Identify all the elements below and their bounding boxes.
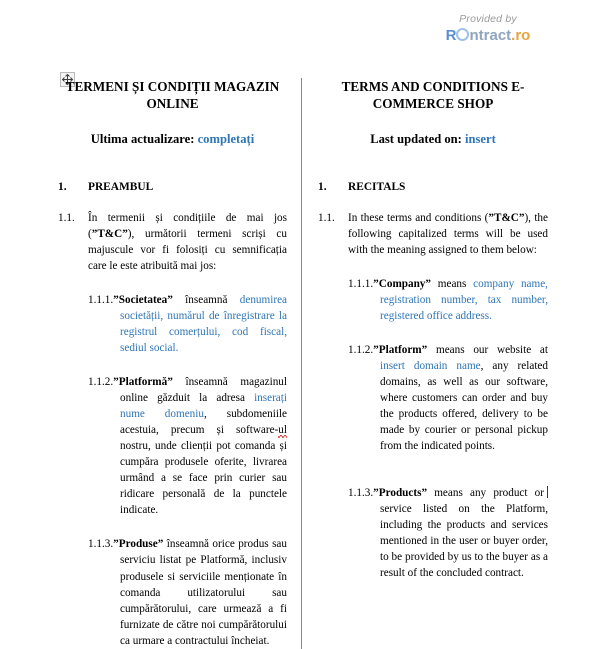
romanian-clause-1-1-1-verb: înseamnă xyxy=(172,294,240,307)
romanian-clause-1-1-1-body xyxy=(88,292,287,356)
english-clause-1-1-1-verb: means xyxy=(430,278,474,291)
rontract-logo[interactable] xyxy=(418,28,558,45)
romanian-clause-1-1-2 xyxy=(58,374,287,518)
romanian-clause-1-1-1-number: 1.1.1. xyxy=(88,294,114,307)
english-clause-1-1-1 xyxy=(318,276,548,324)
romanian-clause-1-1-2-text-b: , subdomeniile acestuia, precum și software- xyxy=(120,408,287,437)
english-clause-1-1-body xyxy=(348,210,548,258)
english-clause-1-1-1-placeholder[interactable]: company name, registration number, tax number, registered office address. xyxy=(380,278,548,323)
bilingual-document-table xyxy=(58,78,548,649)
romanian-clause-1-1-2-misspelled-word[interactable]: ul xyxy=(278,424,287,437)
english-clause-1-1-2-text-b: , any related domains, as well as our software, where customers can order and buy the products offered, delivery to be made by courier or personal pickup from the indicated points. xyxy=(380,360,548,453)
logo-text-part-1: R xyxy=(445,26,457,44)
romanian-clause-1-1-3-term: ”Produse” xyxy=(113,538,164,551)
romanian-clause-1-1-3-number: 1.1.3. xyxy=(88,538,114,551)
english-clause-1-1-3-body xyxy=(348,485,548,581)
english-clause-1-1-2-body xyxy=(348,342,548,454)
romanian-document-title: TERMENI ȘI CONDIȚII MAGAZIN ONLINE xyxy=(65,79,280,112)
english-section-number: 1. xyxy=(318,181,327,194)
english-clause-1-1-3 xyxy=(318,485,548,581)
romanian-clause-1-1-2-placeholder[interactable]: inserați nume domeniu xyxy=(120,392,287,421)
english-clause-1-1-1-body xyxy=(348,276,548,324)
english-clause-1-1-text-b: ), the following capitalized terms will be used with the meaning assigned to them below: xyxy=(348,212,548,257)
romanian-clause-1-1-2-text-a: înseamnă magazinul online găzduit la adresa xyxy=(120,376,287,405)
english-section-heading xyxy=(318,181,548,193)
english-clause-1-1-text-a: In these terms and conditions ( xyxy=(348,212,489,225)
english-clause-1-1-number: 1.1. xyxy=(318,212,335,225)
romanian-clause-1-1-3 xyxy=(58,536,287,648)
text-cursor-caret xyxy=(547,486,548,498)
english-clause-1-1-3-text: means any product or xyxy=(427,487,544,500)
romanian-clause-1-1-1 xyxy=(58,292,287,356)
english-last-updated xyxy=(318,131,548,147)
logo-tld: .ro xyxy=(511,26,531,44)
english-clause-1-1-3-term: ”Products” xyxy=(373,487,428,500)
english-clause-1-1-2-text-a: means our website at xyxy=(427,344,548,357)
romanian-section-title: PREAMBUL xyxy=(88,181,154,194)
romanian-clause-1-1-3-text: înseamnă orice produs sau serviciu listat pe Platformă, inclusiv produsele si serviciile menționate în comanda utilizatorului sau cumpărătorului, care urmează a fi furnizate de către noi cumpărătorului ca urmare a contractului încheiat. xyxy=(120,538,287,647)
romanian-last-updated-value[interactable]: completați xyxy=(197,131,255,146)
english-paragraph-spacer xyxy=(318,454,548,467)
english-clause-1-1-2-placeholder[interactable]: insert domain name xyxy=(380,360,481,373)
romanian-clause-1-1-text-a: În termenii și condițiile de mai jos ( xyxy=(88,212,287,241)
romanian-last-updated-label: Ultima actualizare: xyxy=(90,131,195,146)
romanian-clause-1-1-3-body xyxy=(88,536,287,648)
romanian-clause-1-1-number: 1.1. xyxy=(58,212,75,225)
english-clause-1-1-term: ”T&C” xyxy=(488,212,525,225)
english-clause-1-1-2-number: 1.1.2. xyxy=(348,344,374,357)
english-column xyxy=(302,78,548,649)
english-clause-1-1 xyxy=(318,210,548,258)
romanian-clause-1-1-2-term: ”Platformă” xyxy=(113,376,173,389)
romanian-last-updated xyxy=(58,131,287,147)
romanian-column xyxy=(58,78,302,649)
romanian-section-number: 1. xyxy=(58,181,67,194)
circle-o-icon xyxy=(456,28,469,41)
romanian-clause-1-1-body xyxy=(88,210,287,274)
english-clause-1-1-2-term: ”Platform” xyxy=(373,344,428,357)
english-clause-1-1-2 xyxy=(318,342,548,454)
english-section-title: RECITALS xyxy=(348,181,406,194)
english-last-updated-label: Last updated on: xyxy=(370,131,462,146)
branding-block xyxy=(418,14,558,44)
provided-by-label: Provided by xyxy=(459,13,517,25)
english-clause-1-1-1-term: ”Company” xyxy=(373,278,431,291)
english-last-updated-value[interactable]: insert xyxy=(465,131,496,146)
romanian-clause-1-1-text-b: ), următorii termeni scriși cu majuscule vor fi folosiți cu semnificația care le este atribuită mai jos: xyxy=(88,228,287,273)
romanian-clause-1-1-1-placeholder[interactable]: denumirea societății, numărul de înregistrare la registrul comerțului, cod fiscal, sediul social. xyxy=(120,294,287,355)
romanian-clause-1-1-2-body xyxy=(88,374,287,518)
logo-text-part-2: ntract xyxy=(469,26,512,44)
romanian-section-heading xyxy=(58,181,287,193)
english-clause-1-1-3-number: 1.1.3. xyxy=(348,487,374,500)
english-document-title: TERMS AND CONDITIONS E-COMMERCE SHOP xyxy=(341,79,525,112)
romanian-clause-1-1 xyxy=(58,210,287,274)
english-clause-1-1-1-number: 1.1.1. xyxy=(348,278,374,291)
romanian-clause-1-1-1-term: ”Societatea” xyxy=(113,294,173,307)
romanian-clause-1-1-term: ”T&C” xyxy=(91,228,128,241)
romanian-clause-1-1-2-number: 1.1.2. xyxy=(88,376,114,389)
romanian-clause-1-1-2-text-c: nostru, unde clienții pot comanda și cumpăra produsele oferite, livrarea urmând a se face prin curier sau ridicare personală de la punctele indicate. xyxy=(120,440,287,517)
english-clause-1-1-3-text-2: service listed on the Platform, including the products and services mentioned in the user or buyer order, to be provided by us to the buyer as a result of the concluded contract. xyxy=(380,503,548,580)
